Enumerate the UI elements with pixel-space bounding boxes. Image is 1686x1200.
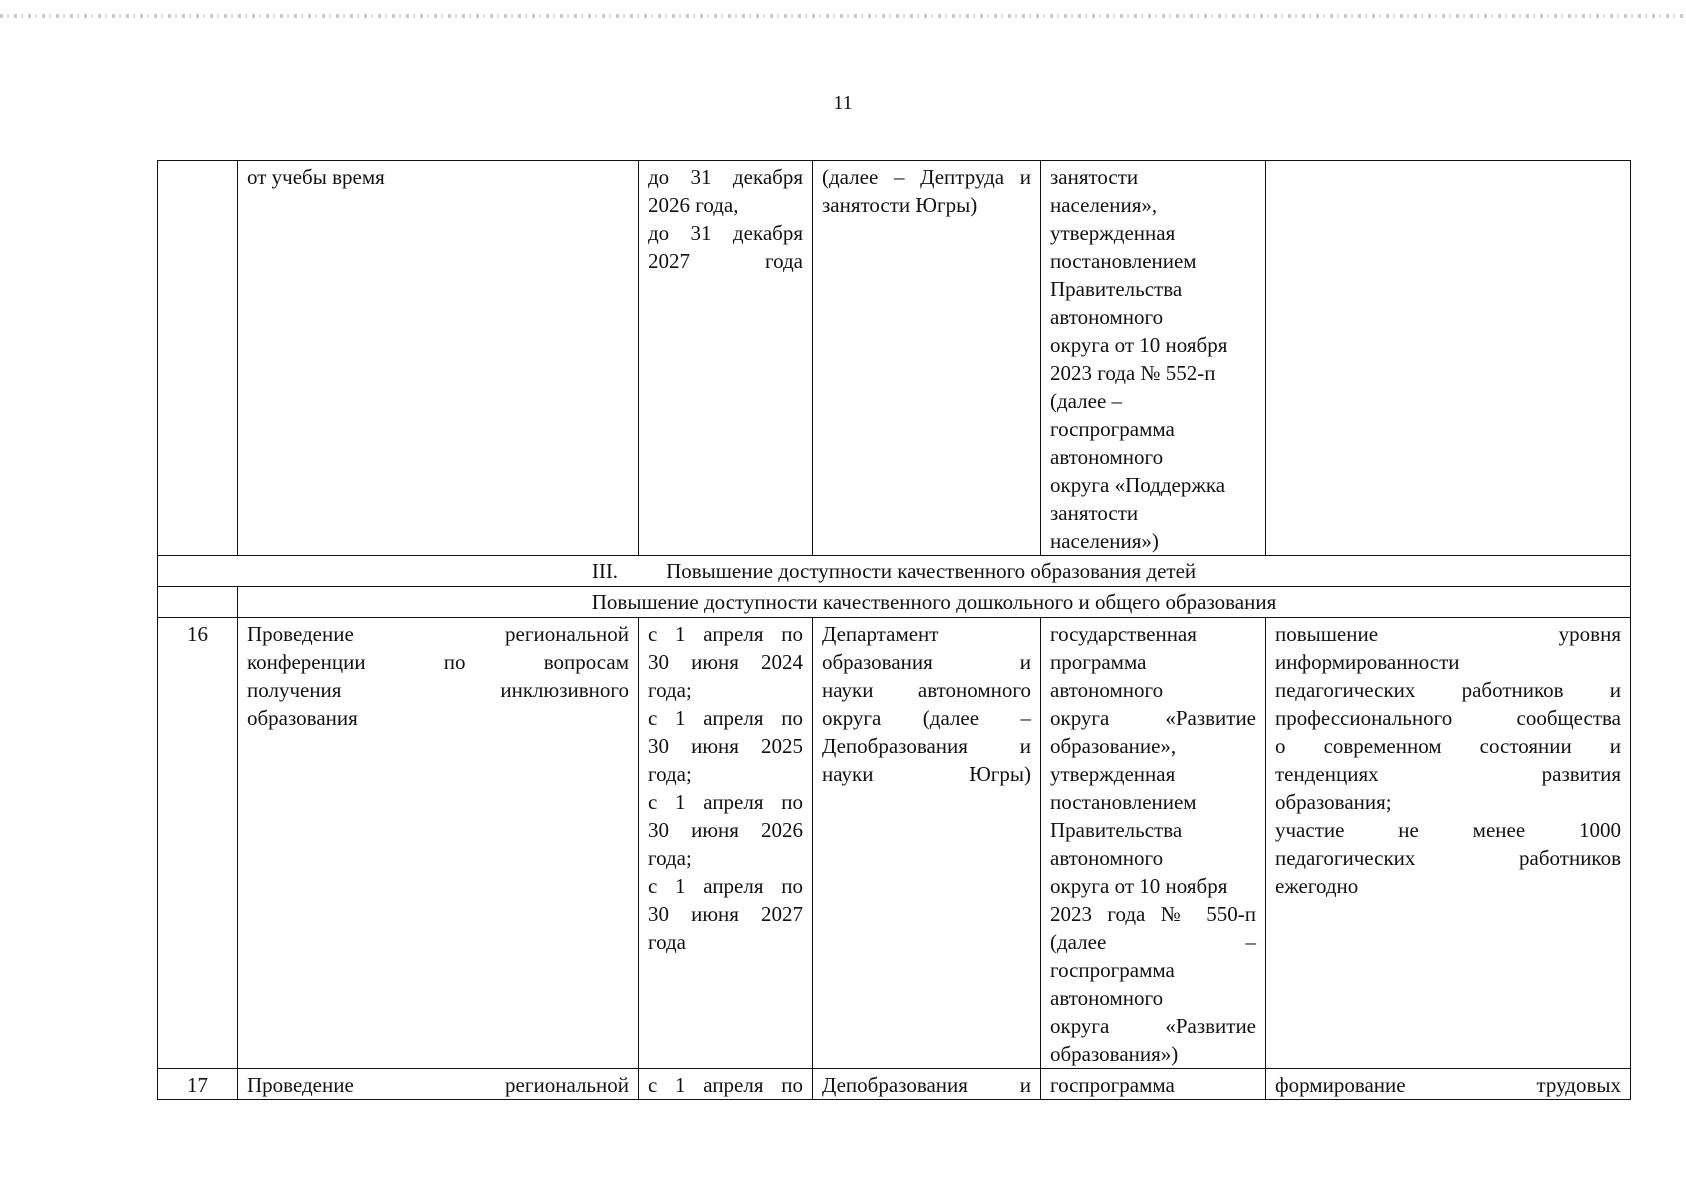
cell-line: образования и: [822, 650, 1031, 674]
responsible-cell: Депобразования и: [813, 1069, 1041, 1100]
cell-line: Правительства: [1050, 818, 1183, 842]
cell-line: года;: [648, 846, 692, 870]
cell-line: автономного: [1050, 846, 1164, 870]
cell-line: округа от 10 ноября: [1050, 874, 1228, 898]
cell-line: конференции по вопросам: [247, 650, 629, 674]
cell-line: ежегодно: [1275, 874, 1359, 898]
cell-line: с 1 апреля по: [648, 790, 803, 814]
cell-line: до 31 декабря: [648, 165, 803, 189]
section-title: Повышение доступности качественного образования детей: [666, 559, 1197, 583]
cell-line: госпрограмма: [1050, 958, 1175, 982]
cell-line: образования»): [1050, 1042, 1179, 1066]
activity-cell: [238, 618, 639, 1069]
table-row-17: [158, 1069, 1631, 1100]
cell-line: автономного: [1050, 986, 1164, 1010]
deadline-cell: [639, 618, 813, 1069]
page-number: 11: [833, 92, 853, 114]
cell-line: 30 июня 2026: [648, 818, 803, 842]
cell-line: госпрограмма: [1050, 417, 1175, 441]
section-heading-row: [158, 556, 1631, 587]
deadline-cell: с 1 апреля по: [639, 1069, 813, 1100]
cell-line: 30 июня 2024: [648, 650, 803, 674]
cell-line: программа: [1050, 650, 1147, 674]
subsection-empty-cell: [158, 587, 238, 618]
cell-line: образование»,: [1050, 734, 1177, 758]
cell-line: до 31 декабря: [648, 221, 803, 245]
cell-line: Правительства: [1050, 277, 1183, 301]
cell-line: постановлением: [1050, 790, 1197, 814]
program-cell: [1041, 161, 1266, 556]
cell-line: округа от 10 ноября: [1050, 333, 1228, 357]
cell-line: года;: [648, 678, 692, 702]
cell-line: автономного: [1050, 678, 1164, 702]
cell-line: с 1 апреля по: [648, 706, 803, 730]
row-number-cell: 16: [158, 618, 238, 1069]
cell-line: повышение уровня: [1275, 622, 1621, 646]
cell-line: 2023 года № 552-п: [1050, 361, 1216, 385]
cell-line: автономного: [1050, 305, 1164, 329]
cell-line: Департамент: [822, 622, 939, 646]
cell-line: округа «Развитие: [1050, 706, 1256, 730]
section-roman-numeral: III.: [591, 559, 619, 583]
cell-line: года;: [648, 762, 692, 786]
activity-cell: от учебы время: [238, 161, 639, 556]
cell-line: 30 июня 2025: [648, 734, 803, 758]
row-number-cell: [158, 161, 238, 556]
cell-line: округа «Поддержка: [1050, 473, 1226, 497]
table-row-16: [158, 618, 1631, 1069]
cell-line: (далее – Дептруда и: [822, 165, 1031, 189]
result-cell: [1266, 161, 1631, 556]
cell-line: округа «Развитие: [1050, 1014, 1256, 1038]
cell-line: о современном состоянии и: [1275, 734, 1621, 758]
cell-line: Проведение региональной: [247, 622, 629, 646]
cell-line: 30 июня 2027: [648, 902, 803, 926]
cell-line: (далее –: [1050, 389, 1123, 413]
row-number-cell: 17: [158, 1069, 238, 1100]
responsible-cell: [813, 161, 1041, 556]
scan-edge-artifact: [0, 14, 1686, 18]
section-heading: [158, 556, 1631, 587]
cell-line: с 1 апреля по: [648, 622, 803, 646]
cell-line: науки Югры): [822, 762, 1031, 786]
cell-line: автономного: [1050, 445, 1164, 469]
cell-line: утвержденная: [1050, 762, 1176, 786]
cell-line: занятости Югры): [822, 193, 978, 217]
cell-line: науки автономного: [822, 678, 1031, 702]
cell-line: (далее –: [1050, 930, 1256, 954]
cell-line: с 1 апреля по: [648, 874, 803, 898]
cell-line: государственная: [1050, 622, 1197, 646]
program-cell: [1041, 618, 1266, 1069]
cell-line: профессионального сообщества: [1275, 706, 1621, 730]
cell-line: Депобразования и: [822, 734, 1031, 758]
cell-line: педагогических работников и: [1275, 678, 1621, 702]
program-cell: госпрограмма: [1041, 1069, 1266, 1100]
activity-cell: Проведение региональной: [238, 1069, 639, 1100]
subsection-heading-row: [158, 587, 1631, 618]
cell-line: занятости: [1050, 501, 1139, 525]
cell-line: года: [648, 930, 686, 954]
cell-line: педагогических работников: [1275, 846, 1621, 870]
deadline-cell: [639, 161, 813, 556]
responsible-cell: [813, 618, 1041, 1069]
cell-line: населения»): [1050, 529, 1159, 553]
cell-line: округа (далее –: [822, 706, 1031, 730]
cell-line: тенденциях развития: [1275, 762, 1621, 786]
cell-line: 2023 года № 550-п: [1050, 902, 1256, 926]
cell-line: участие не менее 1000: [1275, 818, 1621, 842]
cell-line: населения»,: [1050, 193, 1158, 217]
result-cell: формирование трудовых: [1266, 1069, 1631, 1100]
cell-line: образования;: [1275, 790, 1392, 814]
cell-line: утвержденная: [1050, 221, 1176, 245]
cell-line: получения инклюзивного: [247, 678, 629, 702]
cell-line: занятости: [1050, 165, 1139, 189]
result-cell: [1266, 618, 1631, 1069]
cell-line: постановлением: [1050, 249, 1197, 273]
cell-line: образования: [247, 706, 358, 730]
subsection-title: Повышение доступности качественного дошкольного и общего образования: [238, 587, 1631, 618]
cell-line: информированности: [1275, 650, 1460, 674]
cell-line: 2027 года: [648, 249, 803, 273]
activity-plan-table: [157, 160, 1631, 1100]
cell-line: 2026 года,: [648, 193, 739, 217]
table-row-continuation: [158, 161, 1631, 556]
